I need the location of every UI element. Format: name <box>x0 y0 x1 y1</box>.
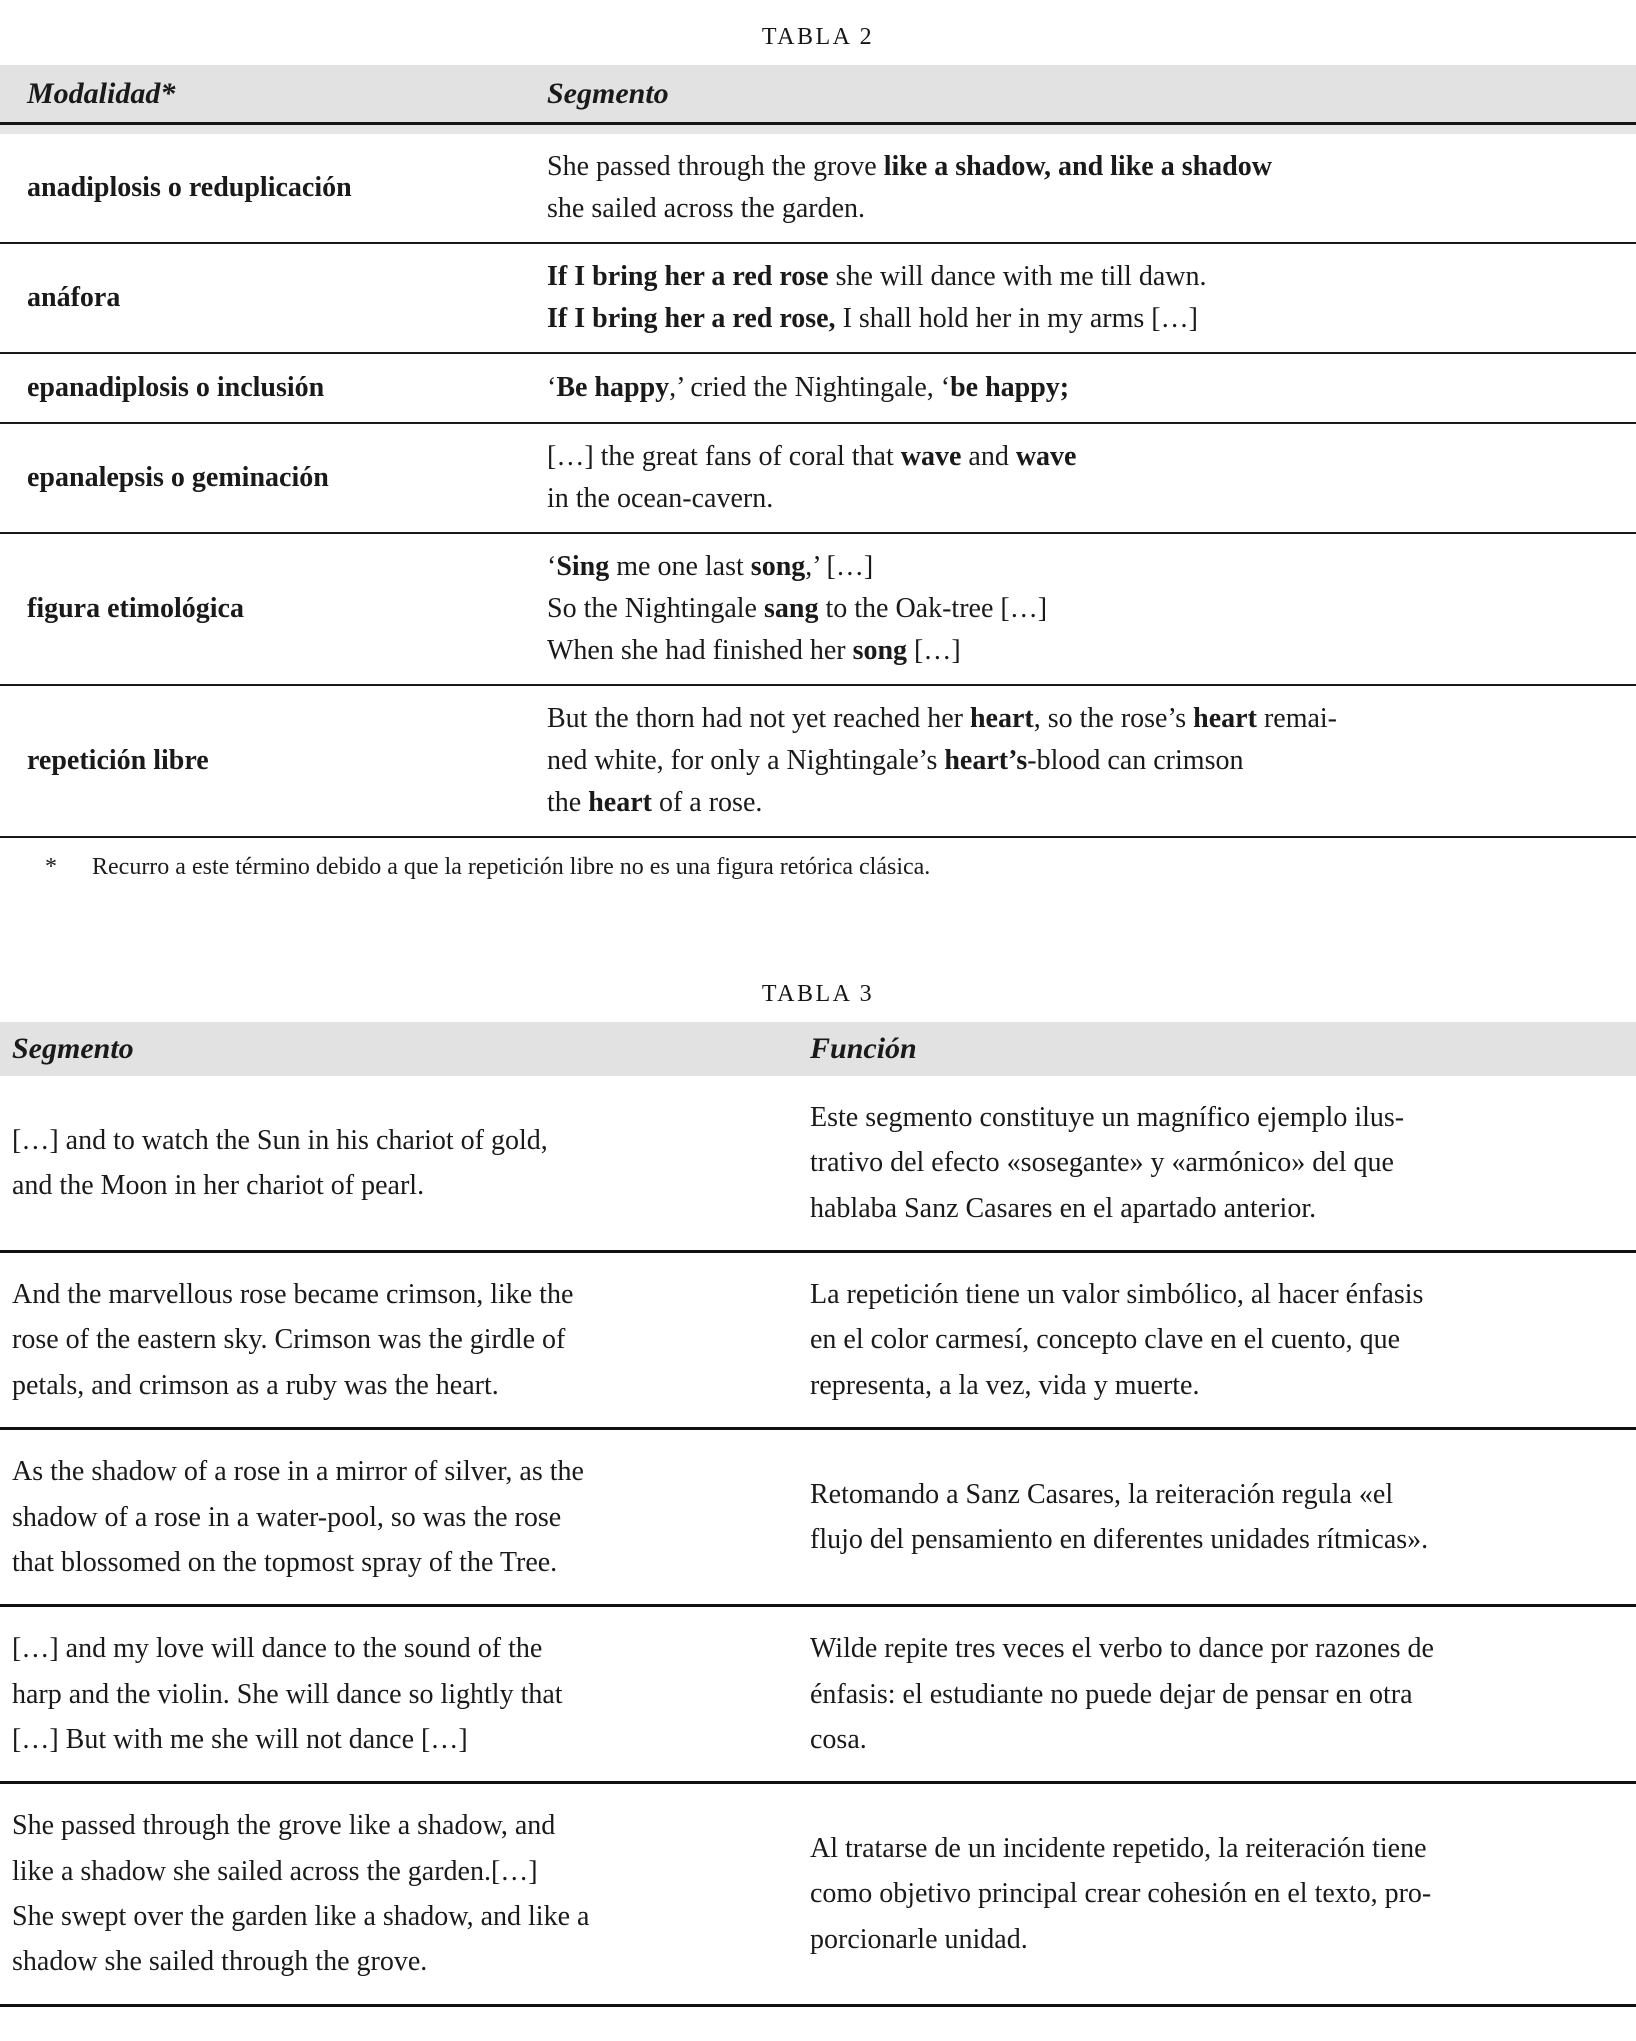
segmento-cell: […] and my love will dance to the sound of the harp and the violin. She will dance so lightly that […] But with me she will not dance […] <box>12 1633 563 1755</box>
modalidad-cell: figura etimológica <box>27 592 244 624</box>
footnote-marker: * <box>45 854 57 880</box>
table2-header-row <box>0 65 1636 125</box>
table2-row <box>0 534 1636 686</box>
segmento-cell: ‘Sing me one last song,’ […] So the Nightingale sang to the Oak-tree […] When she had finished her song […] <box>547 551 1048 666</box>
modalidad-cell: anadiplosis o reduplicación <box>27 171 352 203</box>
table2-header-segmento: Segmento <box>547 76 669 110</box>
funcion-cell: Este segmento constituye un magnífico ejemplo ilus- trativo del efecto «sosegante» y «armónico» del que hablaba Sanz Casares en el apartado anterior. <box>810 1102 1405 1224</box>
table2-header-modalidad: Modalidad* <box>27 76 176 110</box>
funcion-cell: La repetición tiene un valor simbólico, al hacer énfasis en el color carmesí, concepto clave en el cuento, que representa, a la vez, vida y muerte. <box>810 1279 1424 1401</box>
table3-header-segmento: Segmento <box>12 1032 134 1065</box>
table2-footnote <box>0 838 1636 881</box>
segmento-cell: She passed through the grove like a shadow, and like a shadow she sailed across the garden. <box>547 151 1272 224</box>
table2-title: TABLA 2 <box>761 24 875 50</box>
segmento-cell: If I bring her a red rose she will dance with me till dawn. If I bring her a red rose, I shall hold her in my arms […] <box>547 261 1207 334</box>
segmento-cell: As the shadow of a rose in a mirror of silver, as the shadow of a rose in a water-pool, so was the rose that blossomed on the topmost spray of the Tree. <box>12 1456 584 1578</box>
table2 <box>0 65 1636 838</box>
table3-row <box>0 1253 1636 1430</box>
segmento-cell: […] and to watch the Sun in his chariot of gold, and the Moon in her chariot of pearl. <box>12 1124 548 1202</box>
table3 <box>0 1022 1636 2007</box>
table2-row <box>0 686 1636 838</box>
table3-row <box>0 1784 1636 2006</box>
segmento-cell: […] the great fans of coral that wave and wave in the ocean-cavern. <box>547 441 1077 514</box>
funcion-cell: Al tratarse de un incidente repetido, la reiteración tiene como objetivo principal crear cohesión en el texto, pro- porcionarle unidad. <box>810 1832 1432 1955</box>
table3-header-funcion: Función <box>810 1032 917 1065</box>
modalidad-cell: epanalepsis o geminación <box>27 461 329 493</box>
table2-row <box>0 134 1636 244</box>
segmento-cell: She passed through the grove like a shadow, and like a shadow she sailed across the garden.[…] She swept over the garden like a shadow, and like a shadow she sailed through the grove. <box>12 1810 590 1978</box>
table2-row <box>0 424 1636 534</box>
table3-title: TABLA 3 <box>761 981 875 1007</box>
table3-row <box>0 1076 1636 1253</box>
table2-row <box>0 354 1636 424</box>
segmento-cell: And the marvellous rose became crimson, like the rose of the eastern sky. Crimson was the girdle of petals, and crimson as a ruby was the heart. <box>12 1279 574 1401</box>
modalidad-cell: repetición libre <box>27 744 209 776</box>
modalidad-cell: anáfora <box>27 281 121 313</box>
table3-row <box>0 1607 1636 1784</box>
segmento-cell: ‘Be happy,’ cried the Nightingale, ‘be happy; <box>547 372 1070 403</box>
modalidad-cell: epanadiplosis o inclusión <box>27 371 325 403</box>
table2-header-shaded-strip <box>0 125 1636 134</box>
footnote-text: Recurro a este término debido a que la repetición libre no es una figura retórica clásica. <box>92 854 931 880</box>
table2-row <box>0 244 1636 354</box>
funcion-cell: Retomando a Sanz Casares, la reiteración regula «el flujo del pensamiento en diferentes unidades rítmicas». <box>810 1478 1429 1556</box>
table3-row <box>0 1430 1636 1607</box>
table3-header-row <box>0 1022 1636 1076</box>
segmento-cell: But the thorn had not yet reached her heart, so the rose’s heart remai- ned white, for only a Nightingale’s heart’s-blood can crimson the heart of a rose. <box>547 703 1337 818</box>
funcion-cell: Wilde repite tres veces el verbo to dance por razones de énfasis: el estudiante no puede dejar de pensar en otra cosa. <box>810 1633 1434 1755</box>
